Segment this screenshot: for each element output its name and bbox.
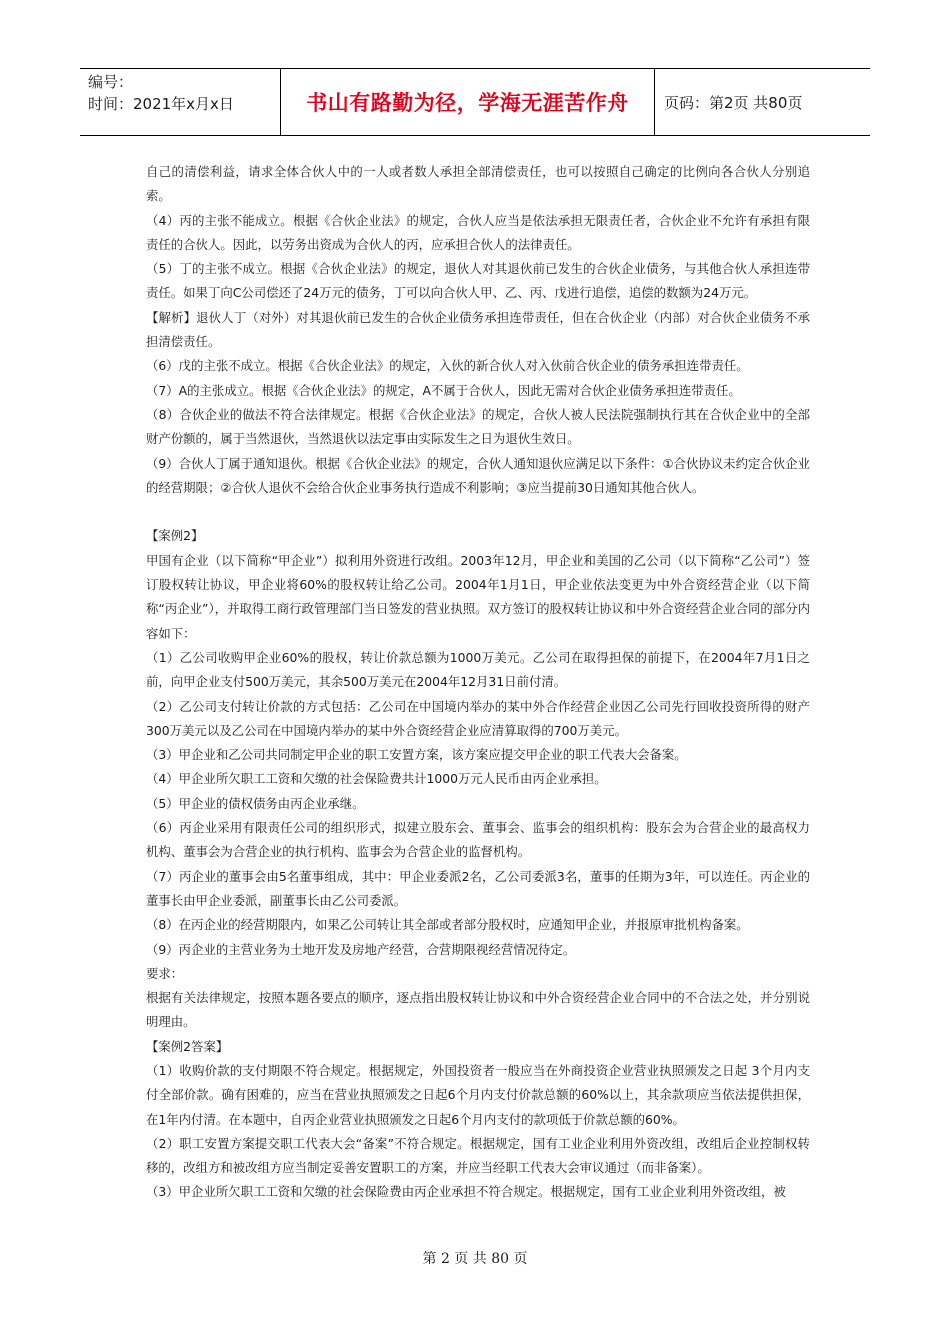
doc-time-label: 时间：2021年x月x日	[88, 95, 234, 113]
doc-code-label: 编号：	[88, 73, 134, 91]
page-header	[80, 68, 870, 136]
header-meta	[80, 69, 281, 135]
paragraph: （5）丁的主张不成立。根据《合伙企业法》的规定，退伙人对其退伙前已发生的合伙企业债务，与其他合伙人承担连带责任。如果丁向C公司偿还了24万元的债务，丁可以向合伙人甲、乙、丙、戊进行追偿，追偿的数额为24万元。	[146, 261, 810, 301]
paragraph: （6）戊的主张不成立。根据《合伙企业法》的规定，入伙的新合伙人对入伙前合伙企业的债务承担连带责任。	[146, 358, 749, 374]
page-footer: 第 2 页 共 80 页	[422, 1251, 528, 1267]
paragraph: （5）甲企业的债权债务由丙企业承继。	[146, 795, 365, 811]
header-motto: 书山有路勤为径，学海无涯苦作舟	[281, 69, 655, 135]
blank-line	[146, 500, 810, 524]
header-page-info: 页码：第2页 共80页	[664, 93, 803, 112]
paragraph: 甲国有企业（以下简称“甲企业”）拟利用外资进行改组。2003年12月，甲企业和美国的乙公司（以下简称“乙公司”）签订股权转让协议，甲企业将60%的股权转让给乙公司。2004年1月1日，甲企业依法变更为中外合资经营企业（以下简称“丙企业”），并取得工商行政管理部门当日签发的营业执照。双方签订的股权转让协议和中外合资经营企业合同的部分内容如下：	[146, 552, 810, 641]
paragraph: （1）收购价款的支付期限不符合规定。根据规定，外国投资者一般应当在外商投资企业营业执照颁发之日起 3个月内支付全部价款。确有困难的，应当在营业执照颁发之日起6个月内支付价款总额的60%以上，其余款项应当依法提供担保，在1年内付清。在本题中，自丙企业营业执照颁发之日起6个月内支付的款项低于价款总额的60%。	[146, 1062, 810, 1127]
paragraph: （7）丙企业的董事会由5名董事组成，其中：甲企业委派2名，乙公司委派3名，董事的任期为3年，可以连任。丙企业的董事长由甲企业委派，副董事长由乙公司委派。	[146, 868, 810, 908]
paragraph: 要求：	[146, 965, 184, 981]
document-body	[146, 160, 810, 1205]
paragraph: （4）丙的主张不能成立。根据《合伙企业法》的规定，合伙人应当是依法承担无限责任者，合伙企业不允许有承担有限责任的合伙人。因此，以劳务出资成为合伙人的丙，应承担合伙人的法律责任。	[146, 212, 810, 252]
paragraph: （7）A的主张成立。根据《合伙企业法》的规定，A不属于合伙人，因此无需对合伙企业债务承担连带责任。	[146, 382, 741, 398]
paragraph: 自己的清偿利益，请求全体合伙人中的一人或者数人承担全部清偿责任，也可以按照自己确定的比例向各合伙人分别追索。	[146, 164, 810, 204]
paragraph: 【案例2答案】	[146, 1038, 229, 1054]
paragraph: 根据有关法律规定，按照本题各要点的顺序，逐点指出股权转让协议和中外合资经营企业合同中的不合法之处，并分别说明理由。	[146, 990, 810, 1030]
paragraph: （3）甲企业所欠职工工资和欠缴的社会保险费由丙企业承担不符合规定。根据规定，国有工业企业利用外资改组，被	[146, 1184, 786, 1200]
paragraph: （9）丙企业的主营业务为土地开发及房地产经营，合营期限视经营情况待定。	[146, 941, 576, 957]
paragraph: （9）合伙人丁属于通知退伙。根据《合伙企业法》的规定，合伙人通知退伙应满足以下条件：①合伙协议未约定合伙企业的经营期限；②合伙人退伙不会给合伙企业事务执行造成不利影响；③应当提前30日通知其他合伙人。	[146, 455, 810, 495]
paragraph: （6）丙企业采用有限责任公司的组织形式，拟建立股东会、董事会、监事会的组织机构：股东会为合营企业的最高权力机构、董事会为合营企业的执行机构、监事会为合营企业的监督机构。	[146, 820, 810, 860]
paragraph: （1）乙公司收购甲企业60%的股权，转让价款总额为1000万美元。乙公司在取得担保的前提下，在2004年7月1日之前，向甲企业支付500万美元，其余500万美元在2004年12月31日前付清。	[146, 649, 810, 690]
paragraph: 【案例2】	[146, 528, 204, 544]
paragraph: （2）职工安置方案提交职工代表大会“备案”不符合规定。根据规定，国有工业企业利用外资改组，改组后企业控制权转移的，改组方和被改组方应当制定妥善安置职工的方案，并应当经职工代表大会审议通过（而非备案）。	[146, 1135, 810, 1176]
paragraph: （8）在丙企业的经营期限内，如果乙公司转让其全部或者部分股权时，应通知甲企业，并报原审批机构备案。	[146, 917, 749, 933]
paragraph: （8）合伙企业的做法不符合法律规定。根据《合伙企业法》的规定，合伙人被人民法院强制执行其在合伙企业中的全部财产份额的，属于当然退伙，当然退伙以法定事由实际发生之日为退伙生效日。	[146, 406, 810, 447]
paragraph: （3）甲企业和乙公司共同制定甲企业的职工安置方案，该方案应提交甲企业的职工代表大会备案。	[146, 747, 687, 763]
paragraph: （2）乙公司支付转让价款的方式包括：乙公司在中国境内举办的某中外合作经营企业因乙公司先行回收投资所得的财产300万美元以及乙公司在中国境内举办的某中外合资经营企业应清算取得的700万美元。	[146, 698, 810, 738]
paragraph: 【解析】退伙人丁（对外）对其退伙前已发生的合伙企业债务承担连带责任，但在合伙企业（内部）对合伙企业债务不承担清偿责任。	[146, 309, 810, 350]
paragraph: （4）甲企业所欠职工工资和欠缴的社会保险费共计1000万元人民币由丙企业承担。	[146, 771, 607, 787]
